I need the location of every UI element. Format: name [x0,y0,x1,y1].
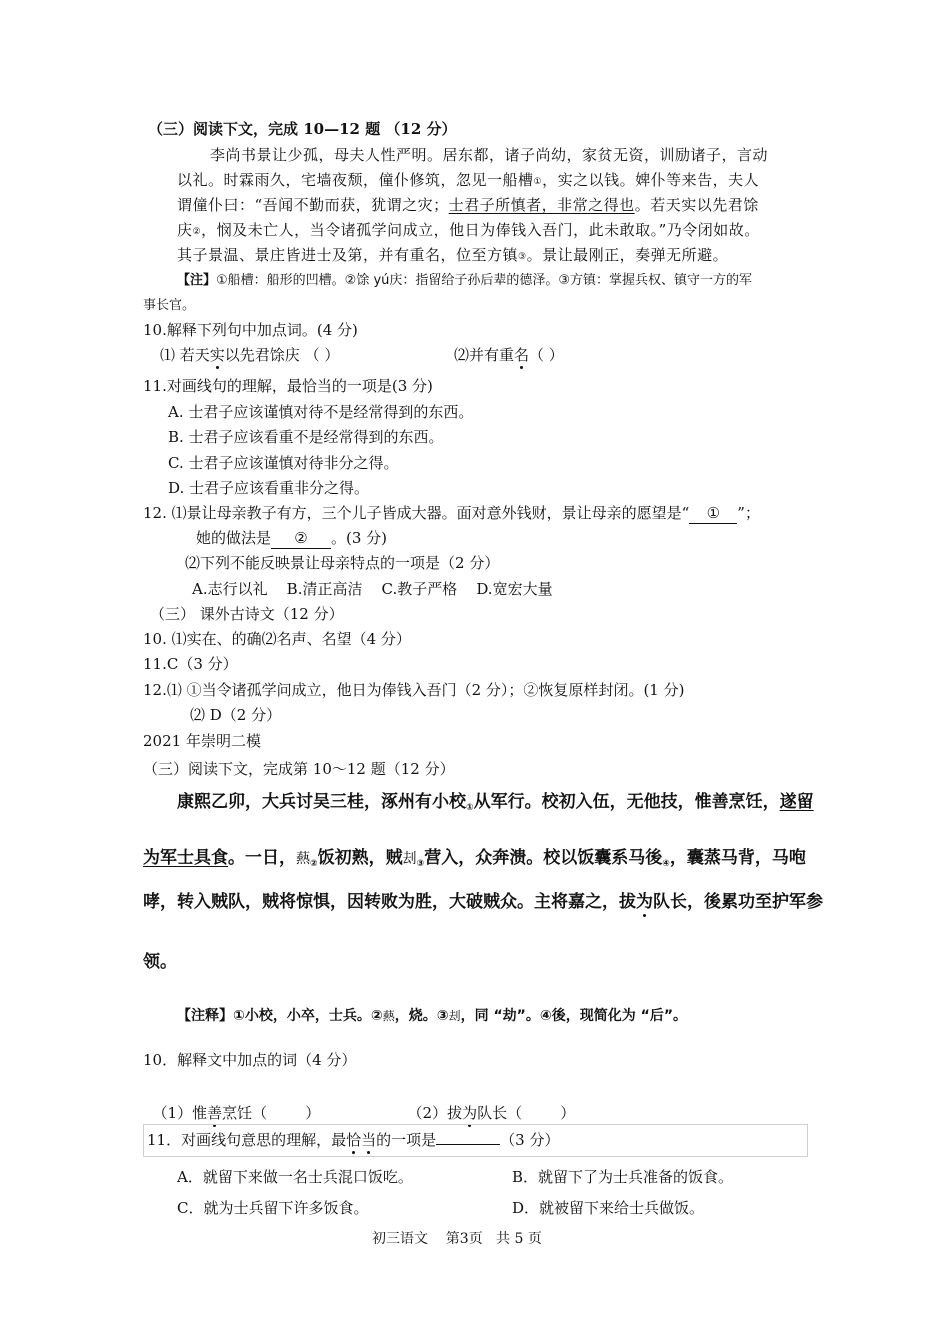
annotation-text: ，同 “劫”。④後，现简化为 “后”。 [460,1008,688,1024]
option-a: A．就留下来做一名士兵混口饭吃。 [177,1168,413,1186]
annotation-label: 【注】 [177,273,217,288]
question-text: （3 分） [500,1131,560,1149]
question-12-part-2: ⑵下列不能反映景让母亲特点的一项是（2 分） [185,554,500,572]
item-text: （1）惟 [152,1104,208,1122]
annotation-text: ，烧。③ [394,1008,449,1024]
passage-text: 。一日， [228,848,296,868]
item-text: 队长（ ） [477,1104,576,1122]
annotation-label: 【注释】 [177,1008,233,1024]
item-text: ⑴ 若天 [160,346,210,364]
passage-text: 哮，转入贼队，贼将惊惧，因转败为胜，大破贼众。主将嘉之，拔 [143,892,636,912]
question-10: 10．解释文中加点的词（4 分） [143,1051,357,1069]
passage-text: 队长，後累功至护军参 [653,892,823,912]
question-text: 11．对画线句意思的理解，最 [147,1131,347,1149]
item-text: 以先君馀庆 （ ） [224,346,340,364]
dotted-phrase: 恰当 [346,1131,377,1149]
passage-text: ，悯及未亡人，当令诸孤学问成立，他日为俸钱入吾门，此未敢取。”乃令闭如故。 [201,221,760,239]
passage-text: 庆 [177,221,193,239]
note-marker: ② [192,227,202,237]
question-10: 10.解释下列句中加点词。(4 分) [143,321,358,339]
passage-line [143,846,806,876]
answer-blank [436,1130,500,1145]
passage-text: ，囊蒸马背，马咆 [669,848,806,868]
option-a: A. 士君子应该谨慎对待不是经常得到的东西。 [168,403,474,421]
annotation [177,271,752,291]
answer-heading: （三） 课外古诗文（12 分） [150,605,344,623]
section-title: （三）阅读下文，完成第 10～12 题（12 分） [143,760,455,778]
passage-line: 李尚书景让少孤，母夫人性严明。居东都，诸子尚幼，家贫无资，训励诸子，言动 [210,146,769,164]
dotted-word: 为 [636,892,653,912]
item-text: ⑵并有重 [454,346,515,364]
question-10-item-1 [143,1083,320,1123]
question-10-item-2 [398,1083,575,1123]
note-marker: ② [310,859,318,869]
dotted-word: 为 [462,1104,478,1122]
passage-text: 。景让最刚正，奏弹无所避。 [526,246,729,264]
rare-character: 爇 [296,851,310,867]
option-d: D. 士君子应该看重非分之得。 [168,479,370,497]
passage-line [177,170,759,192]
question-12-line-2 [196,528,387,549]
item-text: 烹饪（ ） [222,1104,321,1122]
passage-text: 以礼。时霖雨久，宅墙夜颓，僮仆修筑，忽见一船槽 [177,171,534,189]
note-marker: ③ [416,859,425,869]
question-10-item-2 [454,345,564,365]
annotation [177,1006,687,1026]
annotation-text: ①船槽：船形的凹槽。②馀 yú庆：指留给子孙后辈的德泽。③方镇：掌握兵权、镇守一方的军 [216,273,753,288]
note-marker: ① [466,803,474,813]
page-footer: 初三语文 第3页 共 5 页 [372,1231,542,1247]
dotted-word: 名 [514,346,530,364]
question-text: ”； [737,504,760,522]
underlined-sentence: 遂留 [779,792,814,812]
passage-line [177,245,728,267]
question-12-options: A.志行以礼 B.清正高洁 C.教子严格 D.宽宏大量 [192,580,553,598]
option-c: C. 士君子应该谨慎对待非分之得。 [168,454,399,472]
question-11 [147,1130,559,1150]
section-title: （三）阅读下文，完成 10—12 题 （12 分） [148,120,457,138]
exam-source: 2021 年崇明二模 [143,732,261,750]
passage-text: 营入，众奔溃。校以饭囊系马後 [424,848,663,868]
answer-blank: ② [271,528,331,549]
passage-line: 领。 [143,952,177,972]
question-10-item-1 [160,345,339,365]
rare-character: 刦 [448,1009,461,1023]
answer-12: 12.⑴ ①当令诸孤学问成立，他日为俸钱入吾门（2 分）；②恢复原样封闭。(1 分) [143,681,685,699]
note-marker: ③ [518,252,527,262]
passage-text: 康熙乙卯，大兵讨吴三桂，涿州有小校 [177,792,466,812]
question-text: 。(3 分) [331,529,388,547]
passage-text: 谓僮仆曰：“吾闻不勤而获，犹谓之灾； [177,196,449,214]
answer-blank: ① [689,503,737,524]
passage-text: 饭初熟，贼 [317,848,403,868]
answer-10: 10. ⑴实在、的确⑵名声、名望（4 分） [143,630,411,648]
passage-line [177,790,814,820]
item-text: （ ） [529,346,564,364]
option-c: C．就为士兵留下许多饭食。 [177,1199,369,1217]
passage-text: 。若天实以先君馀 [634,196,759,214]
option-b: B．就留下了为士兵准备的饭食。 [512,1168,734,1186]
annotation-text: ①小校，小卒，士兵。② [233,1008,383,1024]
option-b: B. 士君子应该看重不是经常得到的东西。 [168,428,444,446]
dotted-word: 善 [207,1104,223,1122]
question-11: 11.对画线句的理解，最恰当的一项是(3 分) [143,377,433,395]
note-marker: ① [533,177,543,187]
item-text: （2）拔 [407,1104,463,1122]
passage-text: 从军行。校初入伍，无他技，惟善烹饪， [473,792,780,812]
dotted-word: 实 [209,346,225,364]
option-d: D．就被留下来给士兵做饭。 [512,1199,705,1217]
rare-character: 刦 [402,851,417,867]
passage-line [177,220,760,242]
rare-character: 爇 [382,1009,395,1023]
passage-text: ，实之以钱。婢仆等来告，夫人 [542,171,760,189]
underlined-sentence: 士君子所慎者，非常之得也 [448,196,635,214]
note-marker: ④ [662,859,670,869]
question-text: 她的做法是 [196,529,272,547]
question-text: 12. ⑴景让母亲教子有方，三个儿子皆成大器。面对意外钱财，景让母亲的愿望是“ [143,504,690,522]
question-12 [143,503,760,524]
answer-11: 11.C（3 分） [143,655,238,673]
question-text: 的一项是 [376,1131,437,1149]
annotation-line: 事长官。 [143,298,196,313]
underlined-sentence: 为军士具食 [143,848,228,868]
passage-text: 其子景温、景庄皆进士及第，并有重名，位至方镇 [177,246,519,264]
passage-line [143,890,823,914]
passage-line [177,195,759,215]
answer-12-part-2: ⑵ D（2 分） [190,706,282,724]
